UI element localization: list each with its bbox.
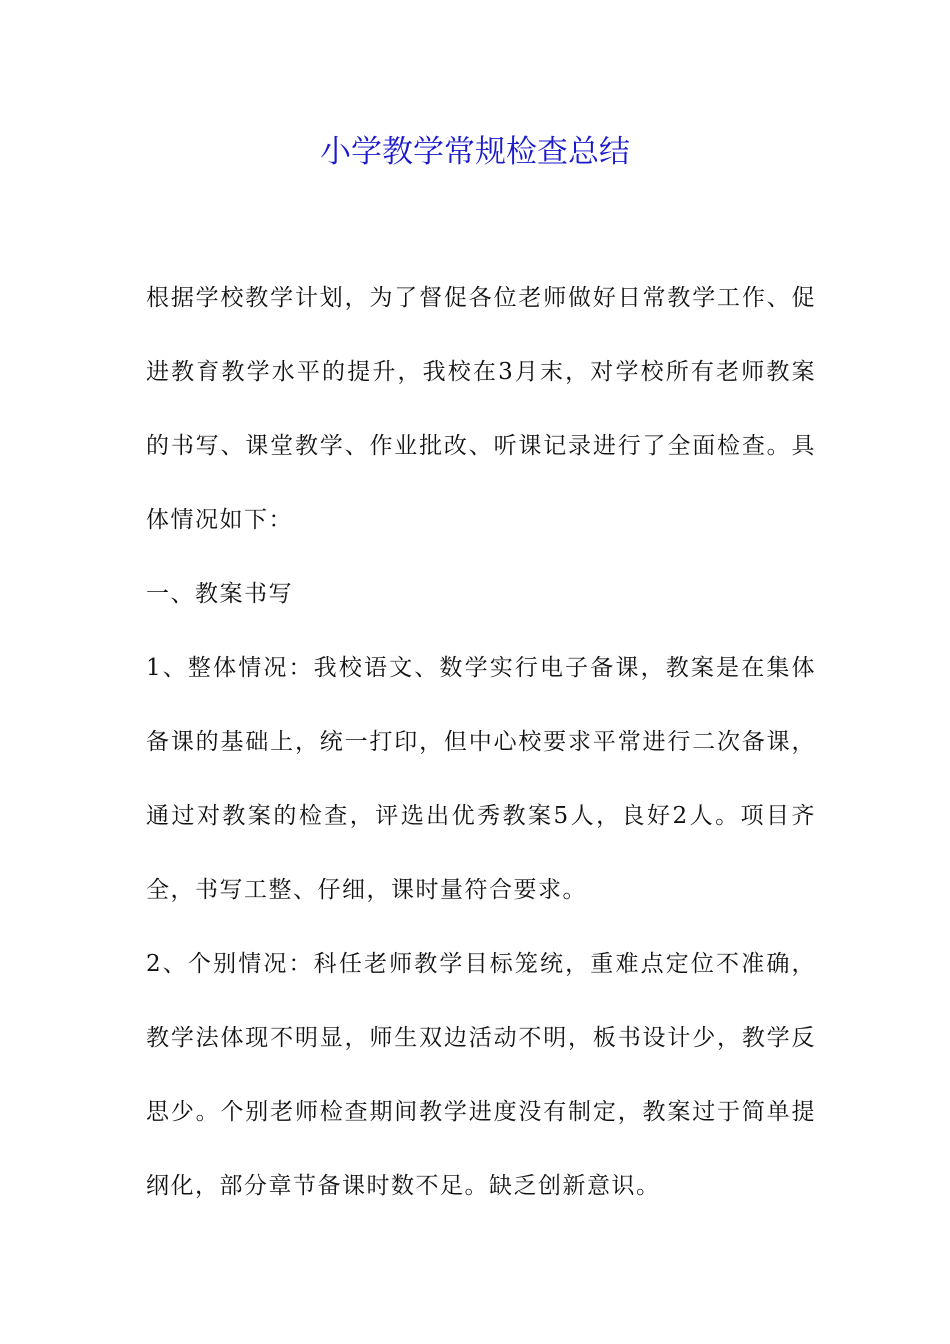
paragraph-overall-situation: 1、整体情况：我校语文、数学实行电子备课，教案是在集体备课的基础上，统一打印，但中心校要求平常进行二次备课，通过对教案的检查，评选出优秀教案5人，良好2人。项目齐全，书写工整、仔细，课时量符合要求。 [146,655,816,903]
paragraph-intro: 根据学校教学计划，为了督促各位老师做好日常教学工作、促进教育教学水平的提升，我校在3月末，对学校所有老师教案的书写、课堂教学、作业批改、听课记录进行了全面检查。具体情况如下： [146,285,816,533]
section-heading-lesson-plans: 一、教案书写 [146,581,293,607]
document-body [146,261,816,1223]
document-title: 小学教学常规检查总结 [320,134,630,170]
paragraph-individual-situation: 2、个别情况：科任老师教学目标笼统，重难点定位不准确，教学法体现不明显，师生双边活动不明，板书设计少，教学反思少。个别老师检查期间教学进度没有制定，教案过于简单提纲化，部分章节备课时数不足。缺乏创新意识。 [146,951,816,1199]
